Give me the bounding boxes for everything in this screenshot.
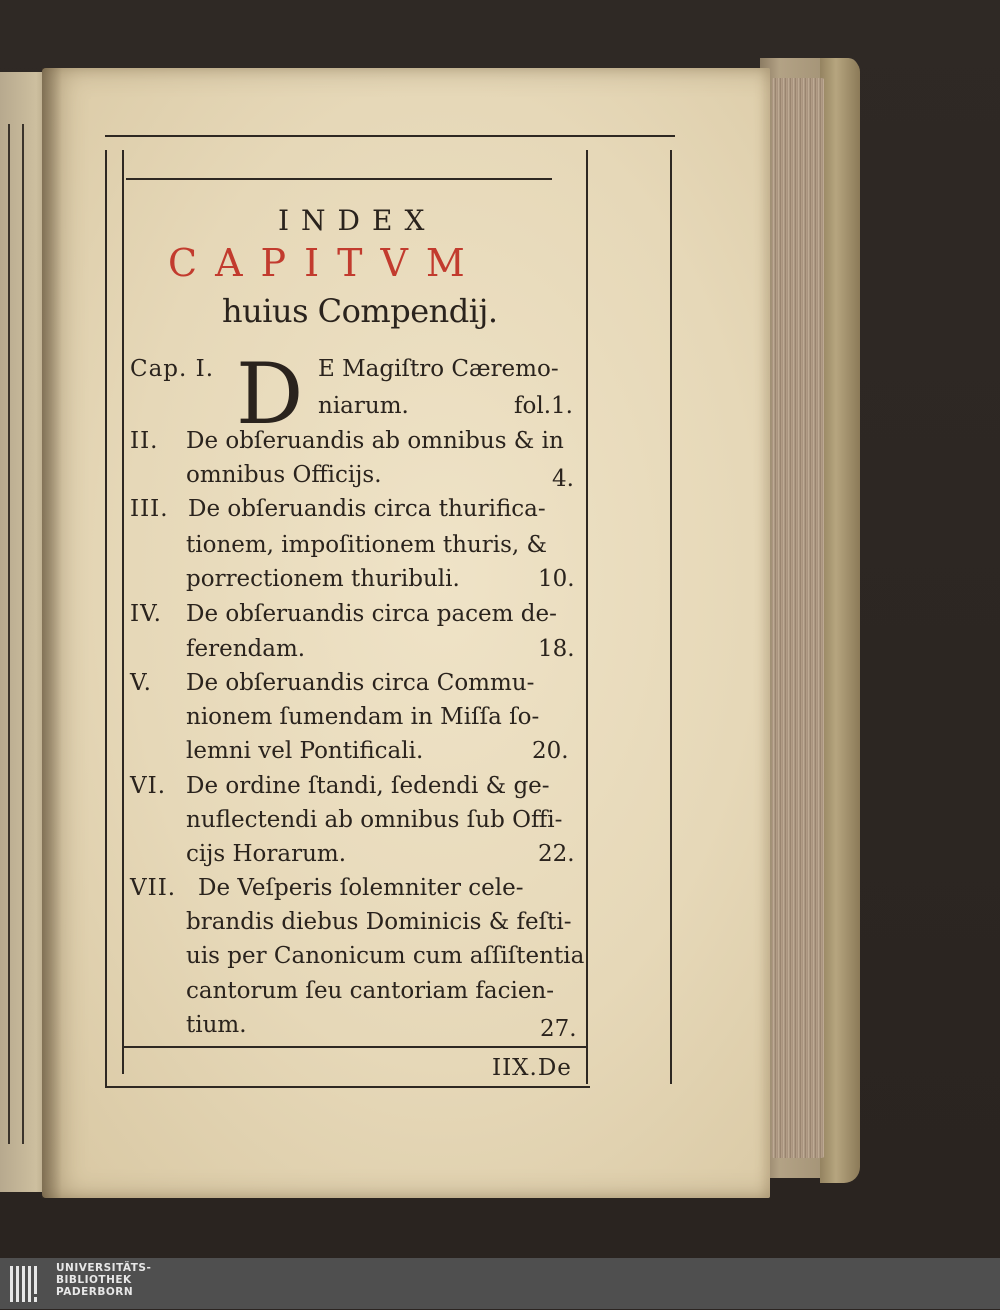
entry-line: De Veſperis ſolemniter cele-: [198, 875, 524, 901]
entry-number: III.: [130, 496, 169, 522]
library-logo-icon: [8, 1262, 48, 1306]
entry-line: nionem ſumendam in Miſſa ſo-: [186, 704, 540, 730]
entry-number: IV.: [130, 601, 162, 627]
library-name-line3: PADERBORN: [56, 1286, 134, 1298]
entry-line: nuflectendi ab omnibus ſub Offi-: [186, 807, 563, 833]
entry-line: ferendam.: [186, 636, 306, 662]
entry-number: V.: [130, 670, 152, 696]
entry-line: tium.: [186, 1012, 247, 1038]
entry-folio: 22.: [538, 841, 575, 867]
entry-line: De obſeruandis ab omnibus & in: [186, 428, 564, 454]
entry-folio: 4.: [552, 466, 574, 492]
entry-folio: 20.: [532, 738, 569, 764]
heading-subtitle: huius Compendij.: [222, 292, 498, 330]
entry-line: De obſeruandis circa pacem de-: [186, 601, 557, 627]
frame-rule-bottom-outer: [105, 1086, 590, 1088]
entry-line: De obſeruandis circa thurifica-: [188, 496, 546, 522]
heading-capitum: CAPITVM: [168, 241, 483, 285]
entry-line: E Magiſtro Cæremo-: [318, 356, 559, 382]
entry-number: VII.: [130, 875, 177, 901]
entry-folio: 10.: [538, 566, 575, 592]
book-page: [42, 68, 770, 1198]
entry-line: porrectionem thuribuli.: [186, 566, 460, 592]
library-name-line1: UNIVERSITÄTS-: [56, 1262, 152, 1274]
frame-rule-left-outer: [105, 150, 107, 1088]
entry-line: niarum.: [318, 393, 409, 419]
entry-line: brandis diebus Dominicis & feſti-: [186, 909, 572, 935]
drop-capital: D: [236, 345, 304, 443]
entry-line: De ordine ſtandi, ſedendi & ge-: [186, 773, 550, 799]
page-gutter: [42, 68, 62, 1198]
page-stack-edge: [772, 78, 824, 1158]
entry-folio: 18.: [538, 636, 575, 662]
book-cover-edge: [820, 58, 860, 1183]
entry-number: Cap. I.: [130, 356, 215, 382]
entry-line: cijs Horarum.: [186, 841, 347, 867]
entry-number: VI.: [130, 773, 167, 799]
frame-rule-top-outer: [105, 135, 675, 137]
frame-rule-right-inner: [586, 150, 588, 1084]
frame-rule-top-inner: [126, 178, 552, 180]
entry-line: uis per Canonicum cum aſſiſtentia: [186, 943, 585, 969]
catchword: IIX.De: [492, 1055, 572, 1081]
heading-index: INDEX: [278, 204, 437, 237]
entry-folio: fol.1.: [514, 393, 573, 419]
entry-line: De obſeruandis circa Commu-: [186, 670, 535, 696]
entry-line: tionem, impoſitionem thuris, &: [186, 532, 548, 558]
entry-number: II.: [130, 428, 159, 454]
entry-line: lemni vel Pontificali.: [186, 738, 424, 764]
entry-line: omnibus Officijs.: [186, 462, 382, 488]
entry-line: cantorum ſeu cantoriam facien-: [186, 978, 555, 1004]
library-name: [56, 1262, 151, 1298]
library-name-line2: BIBLIOTHEK: [56, 1274, 132, 1286]
frame-rule-bottom-inner: [122, 1046, 588, 1048]
frame-rule-left-inner: [122, 150, 124, 1074]
frame-rule-right-outer: [670, 150, 672, 1084]
entry-folio: 27.: [540, 1016, 577, 1042]
